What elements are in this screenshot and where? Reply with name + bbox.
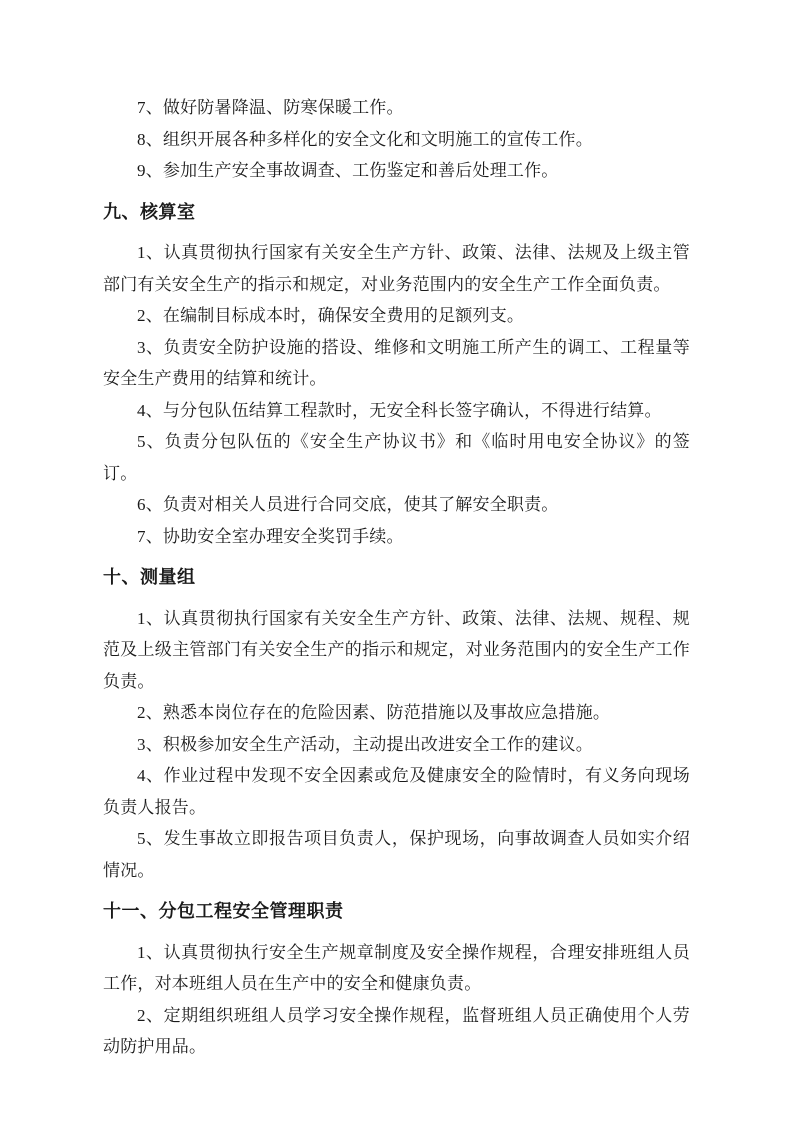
list-item-paragraph: 4、作业过程中发现不安全因素或危及健康安全的险情时，有义务向现场负责人报告。 bbox=[103, 766, 690, 817]
list-item-paragraph: 4、与分包队伍结算工程款时，无安全科长签字确认，不得进行结算。 bbox=[137, 400, 662, 420]
list-item-paragraph: 5、负责分包队伍的《安全生产协议书》和《临时用电安全协议》的签订。 bbox=[103, 432, 690, 483]
list-item-paragraph: 7、协助安全室办理安全奖罚手续。 bbox=[137, 526, 404, 546]
list-item-paragraph: 3、负责安全防护设施的搭设、维修和文明施工所产生的调工、工程量等安全生产费用的结算和统计。 bbox=[103, 337, 690, 388]
list-item-paragraph: 1、认真贯彻执行国家有关安全生产方针、政策、法律、法规及上级主管部门有关安全生产的指示和规定，对业务范围内的安全生产工作全面负责。 bbox=[103, 243, 690, 294]
section-heading: 十一、分包工程安全管理职责 bbox=[103, 901, 344, 921]
list-item-paragraph: 1、认真贯彻执行国家有关安全生产方针、政策、法律、法规、规程、规范及上级主管部门有关安全生产的指示和规定，对业务范围内的安全生产工作负责。 bbox=[103, 608, 690, 691]
list-item-paragraph: 1、认真贯彻执行安全生产规章制度及安全操作规程，合理安排班组人员工作，对本班组人员在生产中的安全和健康负责。 bbox=[103, 942, 690, 993]
list-item-paragraph: 6、负责对相关人员进行合同交底，使其了解安全职责。 bbox=[137, 495, 559, 514]
section-heading: 十、测量组 bbox=[103, 567, 196, 587]
list-item-paragraph: 9、参加生产安全事故调查、工伤鉴定和善后处理工作。 bbox=[137, 161, 559, 180]
list-item-paragraph: 2、定期组织班组人员学习安全操作规程，监督班组人员正确使用个人劳动防护用品。 bbox=[103, 1005, 690, 1056]
list-item-paragraph: 5、发生事故立即报告项目负责人，保护现场，向事故调查人员如实介绍情况。 bbox=[103, 829, 690, 880]
list-item-paragraph: 2、在编制目标成本时，确保安全费用的足额列支。 bbox=[137, 306, 525, 325]
list-item-paragraph: 2、熟悉本岗位存在的危险因素、防范措施以及事故应急措施。 bbox=[137, 703, 611, 722]
list-item-paragraph: 8、组织开展各种多样化的安全文化和文明施工的宣传工作。 bbox=[137, 129, 593, 149]
list-item-paragraph: 7、做好防暑降温、防寒保暖工作。 bbox=[137, 98, 404, 117]
section-heading: 九、核算室 bbox=[103, 201, 196, 222]
list-item-paragraph: 3、积极参加安全生产活动，主动提出改进安全工作的建议。 bbox=[137, 734, 593, 754]
